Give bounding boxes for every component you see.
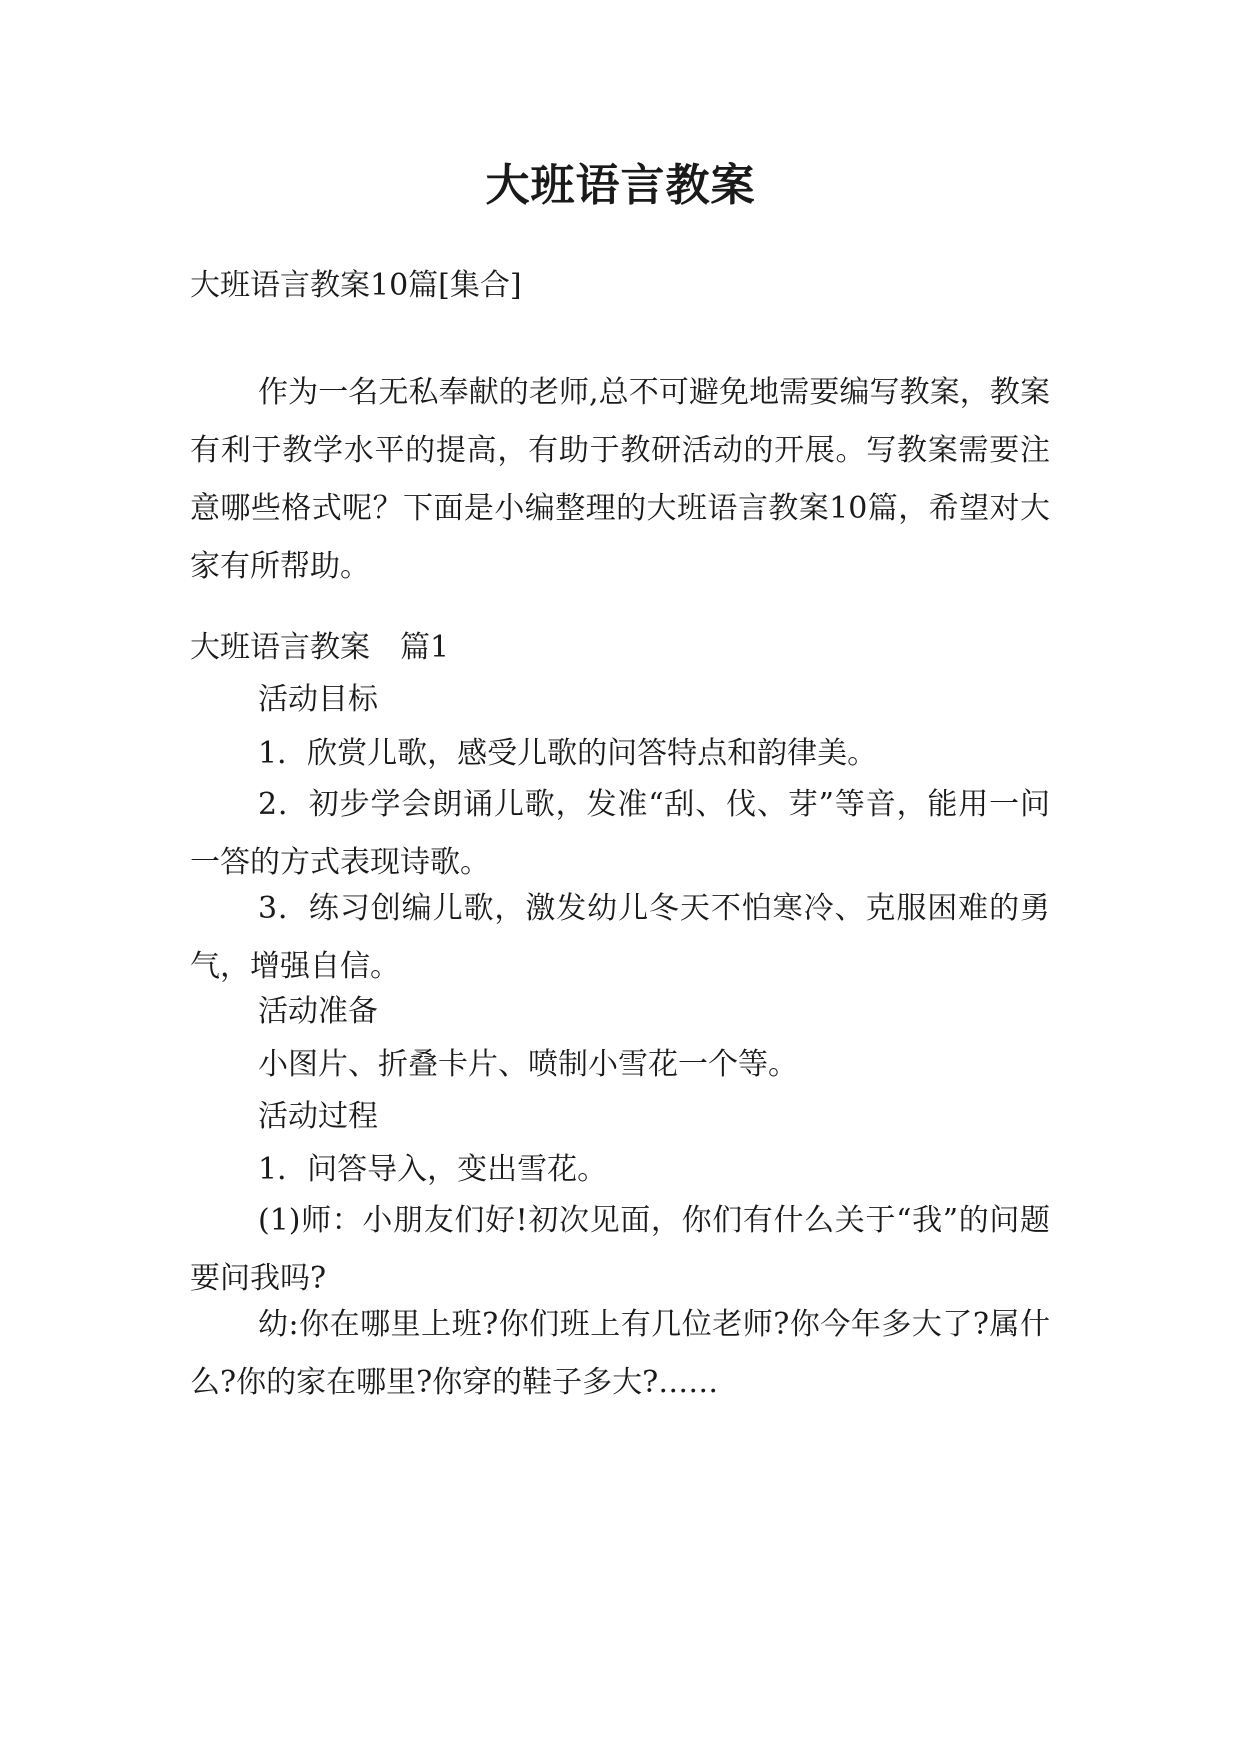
prep-heading: 活动准备 <box>258 994 378 1029</box>
process-step-1-1: (1)师：小朋友们好!初次见面，你们有什么关于“我”的问题要问我吗? <box>190 1203 1050 1296</box>
document-subtitle: 大班语言教案10篇[集合] <box>190 268 522 303</box>
prep-text: 小图片、折叠卡片、喷制小雪花一个等。 <box>258 1047 798 1082</box>
process-step-1: 1．问答导入，变出雪花。 <box>258 1152 608 1187</box>
section-heading: 大班语言教案 篇1 <box>190 630 450 665</box>
goal-item-2: 2．初步学会朗诵儿歌，发准“刮、伐、芽”等音，能用一问一答的方式表现诗歌。 <box>190 787 1050 880</box>
document-title: 大班语言教案 <box>485 160 756 211</box>
child-reply: 幼:你在哪里上班?你们班上有几位老师?你今年多大了?属什么?你的家在哪里?你穿的鞋子多大?…… <box>190 1307 1050 1400</box>
process-heading: 活动过程 <box>258 1099 378 1134</box>
goal-item-1: 1．欣赏儿歌，感受儿歌的问答特点和韵律美。 <box>258 736 878 771</box>
goal-item-3: 3．练习创编儿歌，激发幼儿冬天不怕寒冷、克服困难的勇气，增强自信。 <box>190 891 1050 984</box>
intro-paragraph: 作为一名无私奉献的老师,总不可避免地需要编写教案，教案有利于教学水平的提高，有助于教研活动的开展。写教案需要注意哪些格式呢？下面是小编整理的大班语言教案10篇，希望对大家有所帮助。 <box>190 375 1050 584</box>
goal-heading: 活动目标 <box>258 682 378 717</box>
